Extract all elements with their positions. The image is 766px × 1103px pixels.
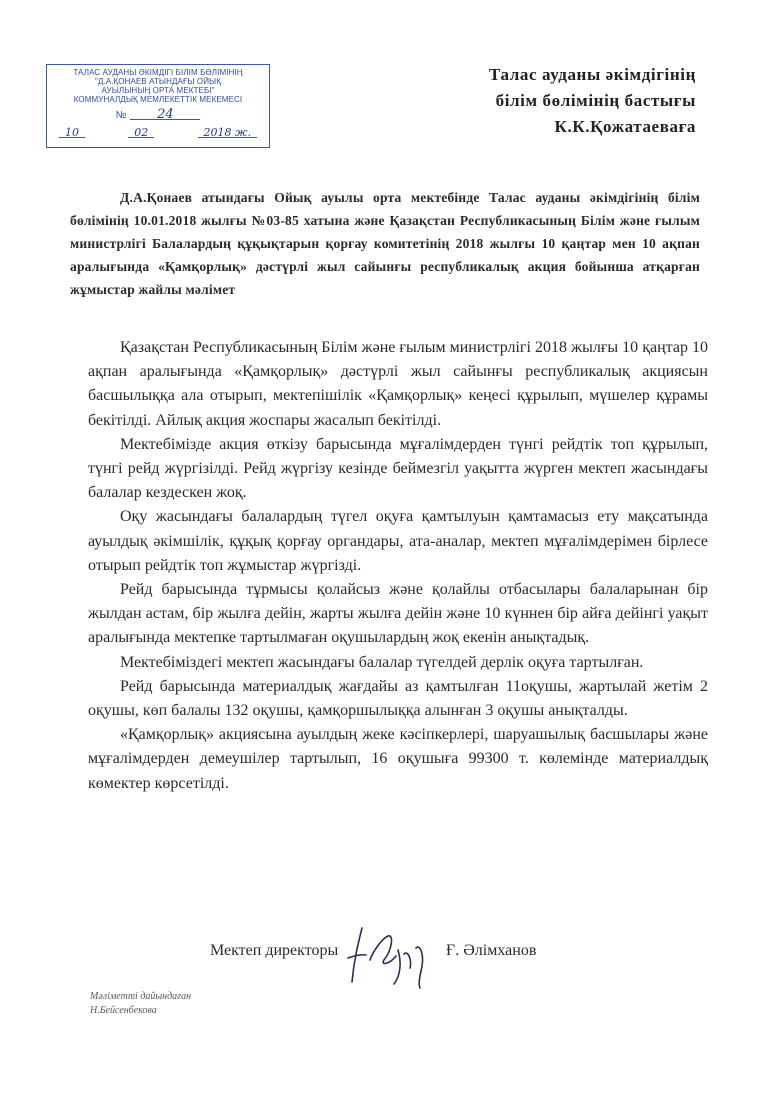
body-paragraph: Оқу жасындағы балалардың түгел оқуға қамтылуын қамтамасыз ету мақсатында ауылдық әкімшілік, құқық қорғау органдары, ата-аналар, мектеп мұғалімдерімен бірлесе отырып рейдтік топ жұмыстар жүргізді.	[88, 508, 708, 574]
body-paragraph: Мектебіміздегі мектеп жасындағы балалар түгелдей дерлік оқуға тартылған.	[120, 653, 644, 671]
addressee-line: К.К.Қожатаеваға	[554, 117, 696, 136]
stamp-number-value: 24	[130, 110, 200, 120]
signer-name: Ғ. Әлімханов	[446, 942, 537, 959]
addressee-block	[489, 62, 696, 140]
handwritten-signature-icon	[340, 920, 450, 990]
stamp-line: "Д.А.ҚОНАЕВ АТЫНДАҒЫ ОЙЫҚ	[95, 77, 221, 86]
stamp-number-label: №	[115, 110, 127, 121]
stamp-date-year: 2018 ж.	[198, 128, 258, 138]
stamp-date-day: 10	[59, 128, 85, 138]
prepared-by-name: Н.Бейсенбекова	[90, 1005, 157, 1016]
body-paragraph: Қазақстан Республикасының Білім және ғылым министрлігі 2018 жылғы 10 қаңтар 10 ақпан аралығында «Қамқорлық» дәстүрлі жыл сайынғы республикалық акциясын басшылыққа ала отырып, мектепішілік «Қамқорлық» кеңесі құрылып, мүшелер құрамы бекітілді. Айлық акция жоспары жасалып бекітілді.	[88, 339, 708, 429]
document-body	[88, 336, 708, 796]
registration-stamp	[46, 64, 270, 148]
stamp-number-row	[47, 107, 269, 122]
stamp-line: АУЫЛЫНЫҢ ОРТА МЕКТЕБІ"	[101, 86, 215, 95]
stamp-line: ТАЛАС АУДАНЫ ӘКІМДІГІ БІЛІМ БӨЛІМІНІҢ	[73, 68, 243, 77]
body-paragraph: Рейд барысында тұрмысы қолайсыз және қолайлы отбасылары балаларынан бір жылдан астам, бір жылға дейін, жарты жылға дейін және 10 күннен бір айға дейінгі уақыт аралығында мектепке тартылмаған оқушылардың жоқ екенін анықтадық.	[88, 581, 708, 647]
body-paragraph: «Қамқорлық» акциясына ауылдың жеке кәсіпкерлері, шаруашылық басшылары және мұғалімдерден демеушілер тартылып, 16 оқушыға 99300 т. көлемінде материалдық көмектер көрсетілді.	[88, 726, 708, 792]
prepared-by-note	[90, 990, 191, 1018]
body-paragraph: Мектебімізде акция өткізу барысында мұғалімдерден түнгі рейдтік топ құрылып, түнгі рейд жүргізілді. Рейд жүргізу кезінде беймезгіл уақытта жүрген мектеп жасындағы балалар кездескен жоқ.	[88, 435, 708, 502]
body-paragraph: Рейд барысында материалдық жағдайы аз қамтылған 11оқушы, жартылай жетім 2 оқушы, көп балалы 132 оқушы, қамқоршылыққа алынған 3 оқушы анықталды.	[88, 677, 708, 720]
addressee-line: Талас ауданы әкімдігінің	[488, 65, 696, 84]
stamp-date-month: 02	[128, 128, 154, 138]
addressee-line: білім бөлімінің бастығы	[495, 91, 696, 110]
stamp-line: КОММУНАЛДЫҚ МЕМЛЕКЕТТІК МЕКЕМЕСІ	[73, 95, 243, 104]
signer-title: Мектеп директоры	[210, 942, 339, 959]
document-heading: Д.А.Қонаев атындағы Ойық ауылы орта мектебінде Талас ауданы әкімдігінің білім бөлімінің 10.01.2018 жылғы №03-85 хатына және Қазақстан Республикасының Білім және ғылым министрлігі Балалардың құқықтарын қорғау комитетінің 2018 жылғы 10 қаңтар мен 10 ақпан аралығында «Қамқорлық» дәстүрлі жыл сайынғы республикалық акция бойынша атқарған жұмыстар жайлы мәлімет	[70, 190, 700, 297]
prepared-by-label: Мәліметті дайындаған	[90, 991, 192, 1002]
signature-row	[210, 936, 610, 996]
stamp-date-row	[47, 128, 269, 138]
